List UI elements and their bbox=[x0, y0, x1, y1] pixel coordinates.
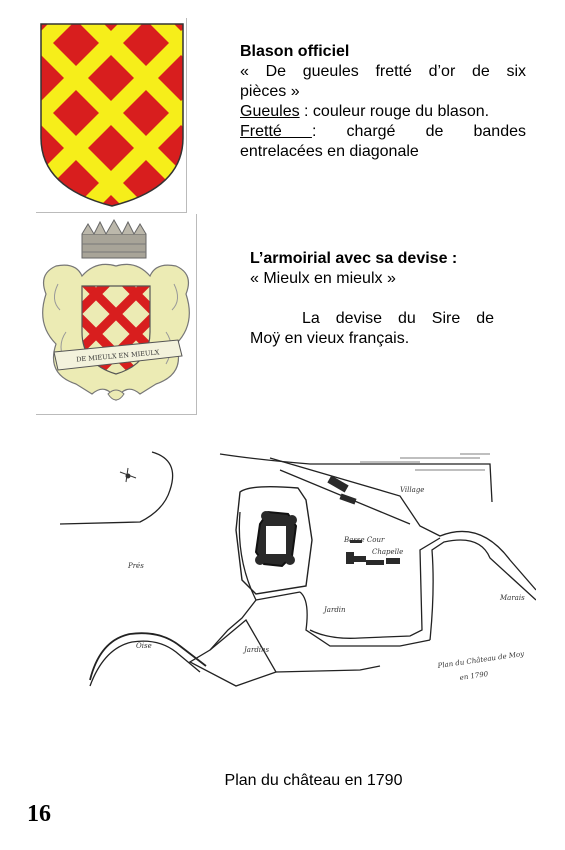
map-label-pres: Prés bbox=[128, 562, 144, 570]
page-number: 16 bbox=[27, 801, 51, 827]
crown-icon bbox=[82, 220, 146, 258]
map-annotation-line2: en 1790 bbox=[459, 670, 489, 682]
blason-quote-line1: « De gueules fretté d’or de six bbox=[240, 63, 526, 80]
motto-description-line1: La devise du Sire de bbox=[302, 310, 494, 327]
blason-title: Blason officiel bbox=[240, 43, 350, 60]
motto-description-line2: Moÿ en vieux français. bbox=[250, 330, 410, 347]
frette-definition-line1: Fretté : chargé de bandes bbox=[240, 123, 527, 140]
gueules-term: Gueules bbox=[240, 103, 300, 120]
map-label-marais: Marais bbox=[500, 594, 525, 602]
coat-of-arms-image bbox=[36, 18, 187, 213]
motto-quote: « Mieulx en mieulx » bbox=[250, 270, 396, 287]
blason-description bbox=[240, 42, 526, 162]
gueules-definition: Gueules : couleur rouge du blason. bbox=[240, 103, 490, 120]
ribbon-text: DE MIEULX EN MIEULX bbox=[75, 348, 160, 364]
armorial-title: L’armoirial avec sa devise : bbox=[250, 250, 458, 267]
compass-mark bbox=[120, 468, 136, 482]
map-label-jardins: Jardins bbox=[244, 646, 270, 654]
map-annotation-line1: Plan du Château de Moy bbox=[437, 649, 525, 670]
armorial-image bbox=[36, 214, 197, 415]
frette-definition-line2: entrelacées en diagonale bbox=[240, 143, 419, 160]
map-label-jardin: Jardin bbox=[324, 606, 346, 614]
map-label-basse-cour: Basse Cour bbox=[344, 536, 385, 544]
armorial-description bbox=[250, 249, 494, 349]
map-label-oise: Oise bbox=[136, 642, 152, 650]
castle-plan-map bbox=[60, 440, 536, 740]
map-label-village: Village bbox=[400, 486, 425, 494]
frette-term: Fretté bbox=[240, 123, 312, 140]
map-label-chapelle: Chapelle bbox=[372, 548, 404, 556]
blason-quote-line2: pièces » bbox=[240, 83, 300, 100]
map-caption: Plan du château en 1790 bbox=[224, 772, 403, 789]
